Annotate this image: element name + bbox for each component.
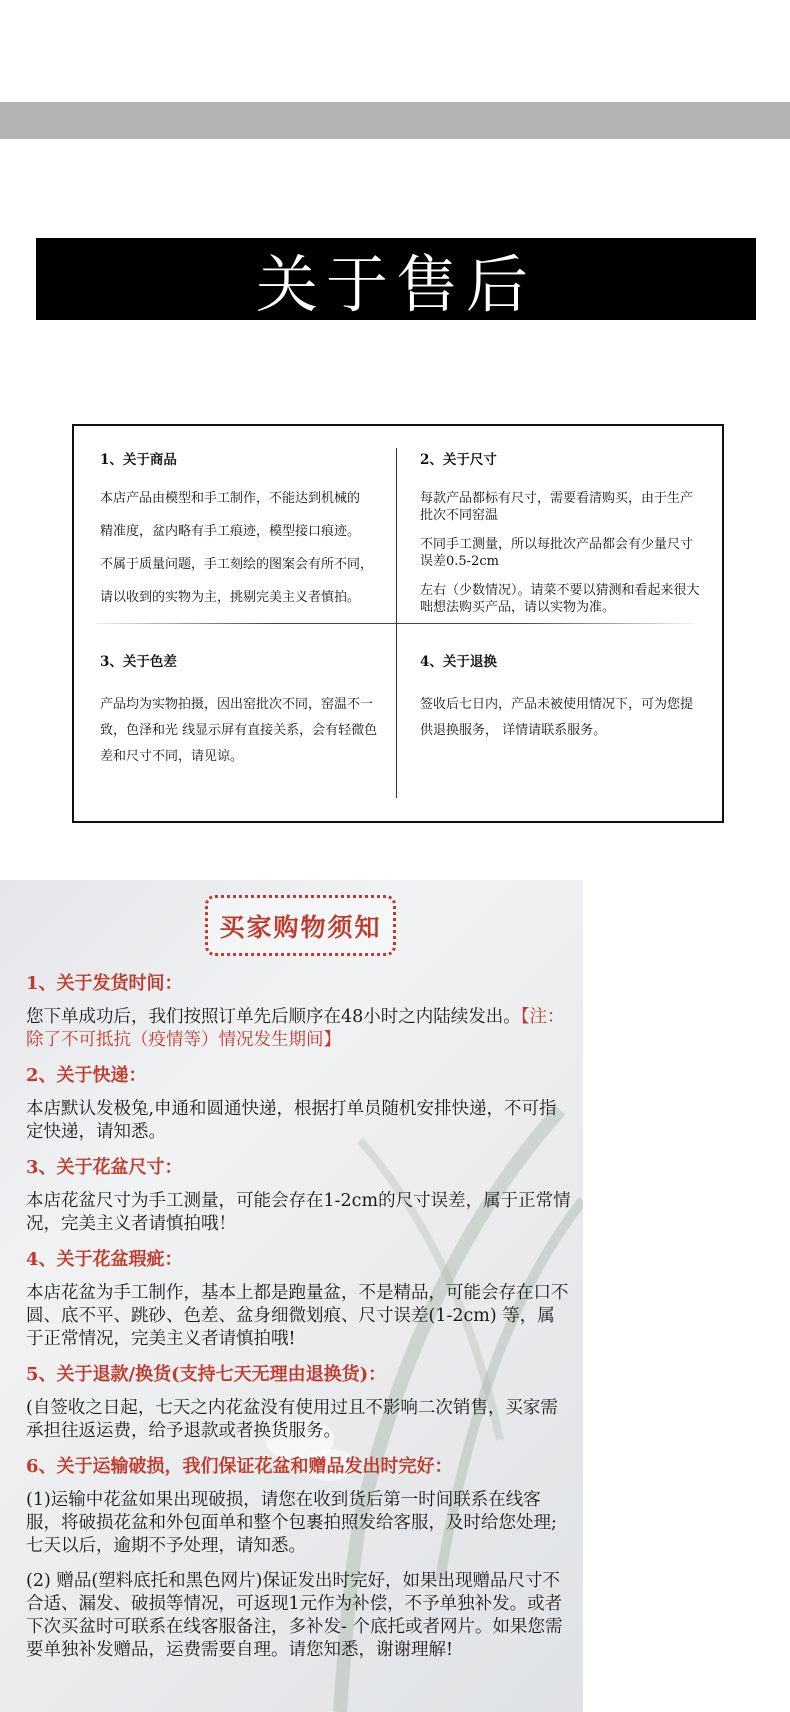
section-heading: 5、关于退款/换货(支持七天无理由退换货)：: [26, 1364, 387, 1385]
page-title: 关于售后: [255, 247, 536, 321]
section-body: 本店默认发极兔,申通和圆通快递，根据打单员随机安排快递，不可指定快递，请知悉。: [26, 1099, 557, 1142]
product-info-title: 1、关于商品: [100, 452, 177, 468]
notice-content: [26, 972, 571, 1674]
return-info-title: 4、关于退换: [420, 654, 497, 670]
after-sales-panel: [72, 424, 724, 823]
product-info-line: 精准度，盆内略有手工痕迹，模型接口痕迹。: [100, 524, 361, 539]
section-heading: 1、关于发货时间：: [26, 973, 183, 994]
color-info-text: 产品均为实物拍摄，因出窑批次不同，窑温不一致，色泽和光 线显示屏有直接关系，会有轻微色差和尺寸不同，请见谅。: [100, 697, 378, 764]
section-heading: 6、关于运输破损，我们保证花盆和赠品发出时完好：: [26, 1456, 453, 1477]
product-info-line: 本店产品由模型和手工制作，不能达到机械的: [100, 491, 361, 506]
size-info-cell: [420, 448, 705, 628]
color-info-title: 3、关于色差: [100, 654, 177, 670]
size-info-title: 2、关于尺寸: [420, 452, 497, 468]
buyer-notice-panel: [0, 880, 583, 1712]
section-body: (自签收之日起，七天之内花盆没有使用过且不影响二次销售，买家需承担往返运费，给予退款或者换货服务。: [26, 1398, 558, 1441]
page-title-banner: [36, 238, 756, 320]
section-body: (1)运输中花盆如果出现破损，请您在收到货后第一时间联系在线客服，将破损花盆和外包面单和整个包裹拍照发给客服，及时给您处理;七天以后，逾期不予处理，请知悉。: [26, 1490, 557, 1556]
notice-title-stamp: [205, 895, 396, 956]
section-note: 【注：除了不可抵抗（疫情等）情况发生期间】: [26, 1007, 565, 1050]
section-body: 本店花盆为手工制作，基本上都是跑量盆，不是精品，可能会存在口不圆、底不平、跳砂、色差、盆身细微划痕、尺寸误差(1-2cm) 等，属于正常情况，完美主义者请慎拍哦!: [26, 1283, 569, 1349]
section-heading: 2、关于快递：: [26, 1065, 147, 1086]
section-body: [26, 1006, 571, 1052]
section-body: (2) 赠品(塑料底托和黑色网片)保证发出时完好，如果出现赠品尺寸不合适、漏发、破损等情况，可返现1元作为补偿，不予单独补发。或者下次买盆时可联系在线客服备注，多补发- 个底托或者网片。如果您需要单独补发赠品，运费需要自理。请您知悉，谢谢理解!: [26, 1571, 563, 1660]
section-body-text: 您下单成功后，我们按照订单先后顺序在48小时之内陆续发出。: [26, 1007, 521, 1027]
top-divider-bar: [0, 102, 790, 139]
size-info-line: 左右（少数情况）。请菜不要以猜测和看起来很大咄想法购买产品，请以实物为准。: [420, 583, 700, 615]
product-info-cell: [100, 448, 390, 622]
section-heading: 4、关于花盆瑕疵：: [26, 1249, 183, 1270]
size-info-line: 不同手工测量，所以每批次产品都会有少量尺寸误差0.5-2cm: [420, 537, 694, 569]
notice-title: 买家购物须知: [219, 912, 382, 942]
size-info-line: 每款产品都标有尺寸，需要看清购买，由于生产批次不同窑温: [420, 491, 694, 523]
product-info-line: 不属于质量问题，手工刻绘的图案会有所不同，: [100, 557, 374, 572]
section-body: 本店花盆尺寸为手工测量，可能会存在1-2cm的尺寸误差，属于正常情况，完美主义者请慎拍哦！: [26, 1191, 571, 1234]
color-info-cell: [100, 650, 390, 770]
product-info-line: 请以收到的实物为主，挑剔完美主义者慎拍。: [100, 590, 361, 605]
return-info-cell: [420, 650, 705, 744]
return-info-text: 签收后七日内，产品未被使用情况下，可为您提供退换服务， 详情请联系服务。: [420, 697, 694, 738]
section-heading: 3、关于花盆尺寸：: [26, 1157, 183, 1178]
